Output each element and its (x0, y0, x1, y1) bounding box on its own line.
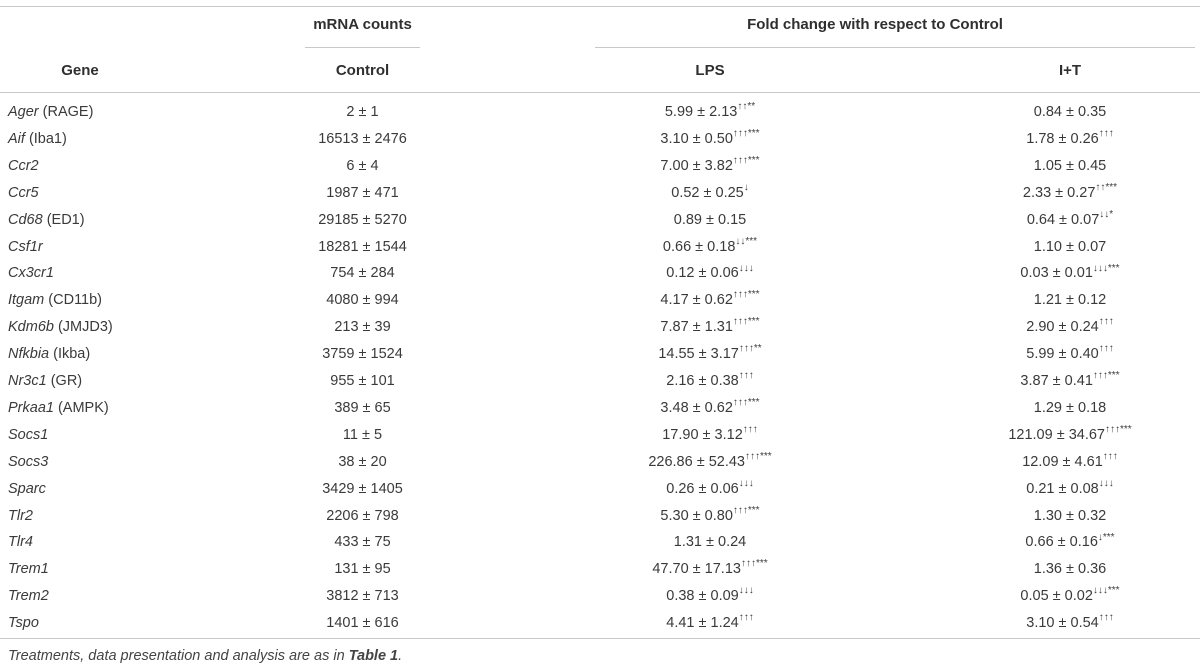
gene-cell (8, 476, 46, 502)
it-value: 1.10 ± 0.07 (1033, 238, 1107, 255)
control-count-cell: 38 ± 20 (338, 453, 387, 470)
lps-value: 226.86 ± 52.43 (648, 453, 745, 470)
lps-fold-change-cell (595, 503, 825, 529)
header-mrna-counts: mRNA counts (313, 16, 412, 33)
lps-value: 0.38 ± 0.09 (666, 588, 739, 605)
it-significance: ↑↑*** (1095, 181, 1118, 193)
gene-symbol: Tlr2 (8, 507, 33, 524)
gene-alias: (GR) (46, 373, 83, 389)
gene-symbol: Tspo (8, 615, 39, 632)
it-fold-change-cell (985, 529, 1155, 555)
control-count-cell: 3759 ± 1524 (322, 346, 403, 363)
it-significance: ↑↑↑ (1098, 612, 1114, 624)
lps-value: 7.00 ± 3.82 (660, 157, 733, 174)
table-row (0, 180, 1200, 206)
lps-significance: ↓↓↓ (738, 477, 754, 489)
it-value: 1.29 ± 0.18 (1033, 399, 1107, 416)
lps-significance: ↑↑↑*** (732, 316, 760, 328)
it-value: 3.87 ± 0.41 (1020, 373, 1093, 389)
lps-significance: ↓↓*** (735, 235, 758, 247)
it-value: 5.99 ± 0.40 (1026, 346, 1099, 363)
lps-fold-change-cell (595, 529, 825, 555)
gene-cell (8, 556, 49, 582)
lps-significance: ↓↓↓ (738, 585, 754, 597)
lps-fold-change-cell (595, 422, 825, 448)
it-fold-change-cell (985, 583, 1155, 609)
it-value: 1.30 ± 0.32 (1033, 507, 1107, 524)
table-row (0, 126, 1200, 152)
it-value: 1.21 ± 0.12 (1033, 292, 1107, 309)
lps-value: 0.26 ± 0.06 (666, 480, 739, 497)
control-count-cell: 213 ± 39 (334, 319, 391, 336)
lps-significance: ↑↑↑*** (732, 397, 760, 409)
header-bottom-rule (0, 92, 1200, 93)
gene-cell (8, 583, 49, 609)
gene-alias: (Iba1) (24, 130, 67, 147)
control-count-cell: 1401 ± 616 (326, 615, 399, 632)
gene-cell (8, 314, 113, 340)
control-count-cell: 16513 ± 2476 (318, 130, 407, 147)
control-count-cell: 754 ± 284 (330, 265, 395, 282)
gene-symbol: Socs1 (8, 426, 49, 443)
gene-cell (8, 126, 67, 152)
lps-significance: ↓ (743, 181, 749, 193)
lps-fold-change-cell (595, 449, 825, 475)
control-count-cell: 131 ± 95 (334, 561, 391, 578)
lps-value: 0.66 ± 0.18 (662, 238, 736, 255)
it-fold-change-cell (985, 314, 1155, 340)
lps-fold-change-cell (595, 260, 825, 286)
lps-significance: ↑↑↑ (742, 423, 758, 435)
lps-value: 3.10 ± 0.50 (660, 130, 733, 147)
it-fold-change-cell (985, 126, 1155, 152)
lps-significance: ↑↑↑*** (740, 558, 768, 570)
lps-value: 14.55 ± 3.17 (658, 346, 739, 363)
lps-value: 3.48 ± 0.62 (660, 399, 733, 416)
footnote-end: . (398, 648, 403, 664)
table-row (0, 99, 1200, 125)
table-row (0, 260, 1200, 286)
it-fold-change-cell (985, 207, 1155, 233)
table-row (0, 395, 1200, 421)
table-row (0, 449, 1200, 475)
it-significance: ↓*** (1097, 531, 1115, 543)
it-fold-change-cell (985, 153, 1155, 179)
lps-value: 2.16 ± 0.38 (666, 373, 739, 389)
lps-fold-change-cell (595, 180, 825, 206)
control-count-cell: 18281 ± 1544 (318, 238, 407, 255)
lps-fold-change-cell (595, 153, 825, 179)
gene-alias: (AMPK) (53, 399, 109, 416)
lps-value: 0.52 ± 0.25 (671, 184, 744, 201)
it-value: 1.36 ± 0.36 (1033, 561, 1107, 578)
control-count-cell: 2206 ± 798 (326, 507, 399, 524)
it-fold-change-cell (985, 449, 1155, 475)
table-row (0, 341, 1200, 367)
it-value: 0.64 ± 0.07 (1026, 211, 1100, 228)
it-value: 3.10 ± 0.54 (1026, 615, 1099, 632)
table-row (0, 368, 1200, 394)
lps-value: 4.41 ± 1.24 (666, 615, 739, 632)
it-fold-change-cell (985, 260, 1155, 286)
it-value: 2.90 ± 0.24 (1026, 319, 1099, 336)
it-fold-change-cell (985, 99, 1155, 125)
lps-significance: ↑↑↑*** (732, 154, 760, 166)
it-significance: ↑↑↑ (1098, 128, 1114, 140)
lps-fold-change-cell (595, 556, 825, 582)
it-value: 2.33 ± 0.27 (1022, 184, 1096, 201)
lps-value: 5.30 ± 0.80 (660, 507, 733, 524)
lps-fold-change-cell (595, 395, 825, 421)
lps-significance: ↓↓↓ (738, 262, 754, 274)
mrna-group-rule (305, 47, 420, 48)
control-count-cell: 1987 ± 471 (326, 184, 399, 201)
gene-symbol: Trem2 (8, 588, 49, 605)
lps-significance: ↑↑↑ (738, 612, 754, 624)
gene-cell (8, 395, 109, 421)
lps-fold-change-cell (595, 99, 825, 125)
lps-value: 7.87 ± 1.31 (660, 319, 733, 336)
lps-significance: ↑↑↑ (738, 370, 754, 382)
gene-cell (8, 422, 48, 448)
gene-cell (8, 260, 54, 286)
gene-cell (8, 529, 33, 555)
lps-value: 0.12 ± 0.06 (666, 265, 739, 282)
table-row (0, 234, 1200, 260)
gene-symbol: Aif (8, 130, 25, 147)
gene-symbol: Nfkbia (8, 346, 50, 363)
table-row (0, 207, 1200, 233)
it-fold-change-cell (985, 180, 1155, 206)
it-value: 0.05 ± 0.02 (1020, 588, 1093, 605)
gene-cell (8, 153, 39, 179)
control-count-cell: 3429 ± 1405 (322, 480, 403, 497)
header-gene: Gene (61, 62, 99, 79)
table-row (0, 503, 1200, 529)
gene-symbol: Nr3c1 (8, 373, 47, 389)
it-fold-change-cell (985, 234, 1155, 260)
it-value: 121.09 ± 34.67 (1008, 426, 1105, 443)
gene-alias: (RAGE) (38, 104, 94, 120)
lps-value: 4.17 ± 0.62 (660, 292, 733, 309)
it-fold-change-cell (985, 476, 1155, 502)
lps-fold-change-cell (595, 314, 825, 340)
table-row (0, 529, 1200, 555)
it-fold-change-cell (985, 395, 1155, 421)
gene-cell (8, 610, 39, 636)
gene-cell (8, 180, 39, 206)
lps-fold-change-cell (595, 234, 825, 260)
gene-alias: (ED1) (42, 211, 85, 228)
lps-fold-change-cell (595, 341, 825, 367)
lps-fold-change-cell (595, 126, 825, 152)
lps-significance: ↑↑↑*** (744, 450, 772, 462)
it-fold-change-cell (985, 556, 1155, 582)
gene-cell (8, 234, 43, 260)
gene-symbol: Cx3cr1 (8, 265, 54, 282)
lps-value: 47.70 ± 17.13 (652, 561, 741, 578)
table-footnote (8, 648, 402, 664)
it-value: 0.84 ± 0.35 (1033, 104, 1107, 120)
gene-symbol: Itgam (8, 292, 45, 309)
it-significance: ↑↑↑ (1098, 316, 1114, 328)
control-count-cell: 4080 ± 994 (326, 292, 399, 309)
lps-fold-change-cell (595, 476, 825, 502)
it-significance: ↓↓↓ (1098, 477, 1114, 489)
it-fold-change-cell (985, 368, 1155, 394)
lps-value: 0.89 ± 0.15 (673, 211, 747, 228)
gene-symbol: Cd68 (8, 211, 43, 228)
gene-symbol: Csf1r (8, 238, 43, 255)
lps-significance: ↑↑↑*** (732, 128, 760, 140)
control-count-cell: 389 ± 65 (334, 399, 391, 416)
it-value: 1.78 ± 0.26 (1026, 130, 1099, 147)
control-count-cell: 11 ± 5 (342, 426, 383, 443)
it-significance: ↑↑↑*** (1092, 370, 1120, 382)
lps-significance: ↑↑↑*** (732, 289, 760, 301)
it-value: 0.03 ± 0.01 (1020, 265, 1093, 282)
gene-symbol: Prkaa1 (8, 399, 54, 416)
lps-significance: ↑↑↑*** (732, 504, 760, 516)
table-row (0, 476, 1200, 502)
lps-fold-change-cell (595, 287, 825, 313)
lps-value: 1.31 ± 0.24 (673, 534, 747, 551)
it-fold-change-cell (985, 341, 1155, 367)
it-fold-change-cell (985, 287, 1155, 313)
it-fold-change-cell (985, 503, 1155, 529)
gene-symbol: Tlr4 (8, 534, 33, 551)
header-control: Control (335, 62, 390, 79)
gene-alias: (JMJD3) (53, 319, 113, 336)
lps-value: 17.90 ± 3.12 (662, 426, 743, 443)
control-count-cell: 955 ± 101 (330, 373, 395, 389)
it-value: 1.05 ± 0.45 (1033, 157, 1107, 174)
it-value: 0.66 ± 0.16 (1025, 534, 1098, 551)
it-significance: ↑↑↑*** (1104, 423, 1132, 435)
gene-symbol: Socs3 (8, 453, 49, 470)
gene-cell (8, 207, 85, 233)
header-fold-change: Fold change with respect to Control (747, 16, 1003, 33)
it-value: 0.21 ± 0.08 (1026, 480, 1099, 497)
table-row (0, 422, 1200, 448)
it-significance: ↓↓↓*** (1092, 585, 1120, 597)
it-significance: ↑↑↑ (1102, 450, 1118, 462)
it-significance: ↓↓↓*** (1092, 262, 1120, 274)
table-row (0, 153, 1200, 179)
gene-cell (8, 503, 33, 529)
lps-significance: ↑↑** (737, 101, 756, 113)
table-row (0, 583, 1200, 609)
lps-significance: ↑↑↑** (738, 343, 762, 355)
table-top-rule (0, 6, 1200, 7)
gene-symbol: Trem1 (8, 561, 49, 578)
header-lps: LPS (695, 62, 725, 79)
control-count-cell: 433 ± 75 (334, 534, 391, 551)
control-count-cell: 6 ± 4 (346, 157, 379, 174)
lps-fold-change-cell (595, 583, 825, 609)
it-significance: ↓↓* (1099, 208, 1114, 220)
footnote-text: Treatments, data presentation and analysis are as in (8, 648, 349, 664)
table-row (0, 556, 1200, 582)
gene-symbol: Ager (8, 104, 39, 120)
header-it: I+T (1058, 62, 1082, 79)
table-row (0, 314, 1200, 340)
gene-cell (8, 449, 48, 475)
gene-cell (8, 99, 93, 125)
lps-value: 5.99 ± 2.13 (664, 104, 738, 120)
gene-symbol: Ccr2 (8, 157, 39, 174)
it-significance: ↑↑↑ (1098, 343, 1114, 355)
gene-symbol: Kdm6b (8, 319, 54, 336)
fold-change-group-rule (595, 47, 1195, 48)
gene-alias: (Ikba) (49, 346, 91, 363)
gene-symbol: Ccr5 (8, 184, 39, 201)
control-count-cell: 3812 ± 713 (326, 588, 399, 605)
table-row (0, 610, 1200, 636)
lps-fold-change-cell (595, 610, 825, 636)
it-fold-change-cell (985, 610, 1155, 636)
footnote-table-ref: Table 1 (348, 648, 399, 664)
gene-cell (8, 368, 82, 394)
table-row (0, 287, 1200, 313)
control-count-cell: 29185 ± 5270 (318, 211, 407, 228)
gene-cell (8, 341, 90, 367)
table-bottom-rule (0, 638, 1200, 639)
it-value: 12.09 ± 4.61 (1022, 453, 1103, 470)
lps-fold-change-cell (595, 207, 825, 233)
control-count-cell: 2 ± 1 (346, 104, 379, 120)
lps-fold-change-cell (595, 368, 825, 394)
gene-cell (8, 287, 102, 313)
gene-alias: (CD11b) (44, 292, 103, 309)
it-fold-change-cell (985, 422, 1155, 448)
gene-symbol: Sparc (8, 480, 46, 497)
